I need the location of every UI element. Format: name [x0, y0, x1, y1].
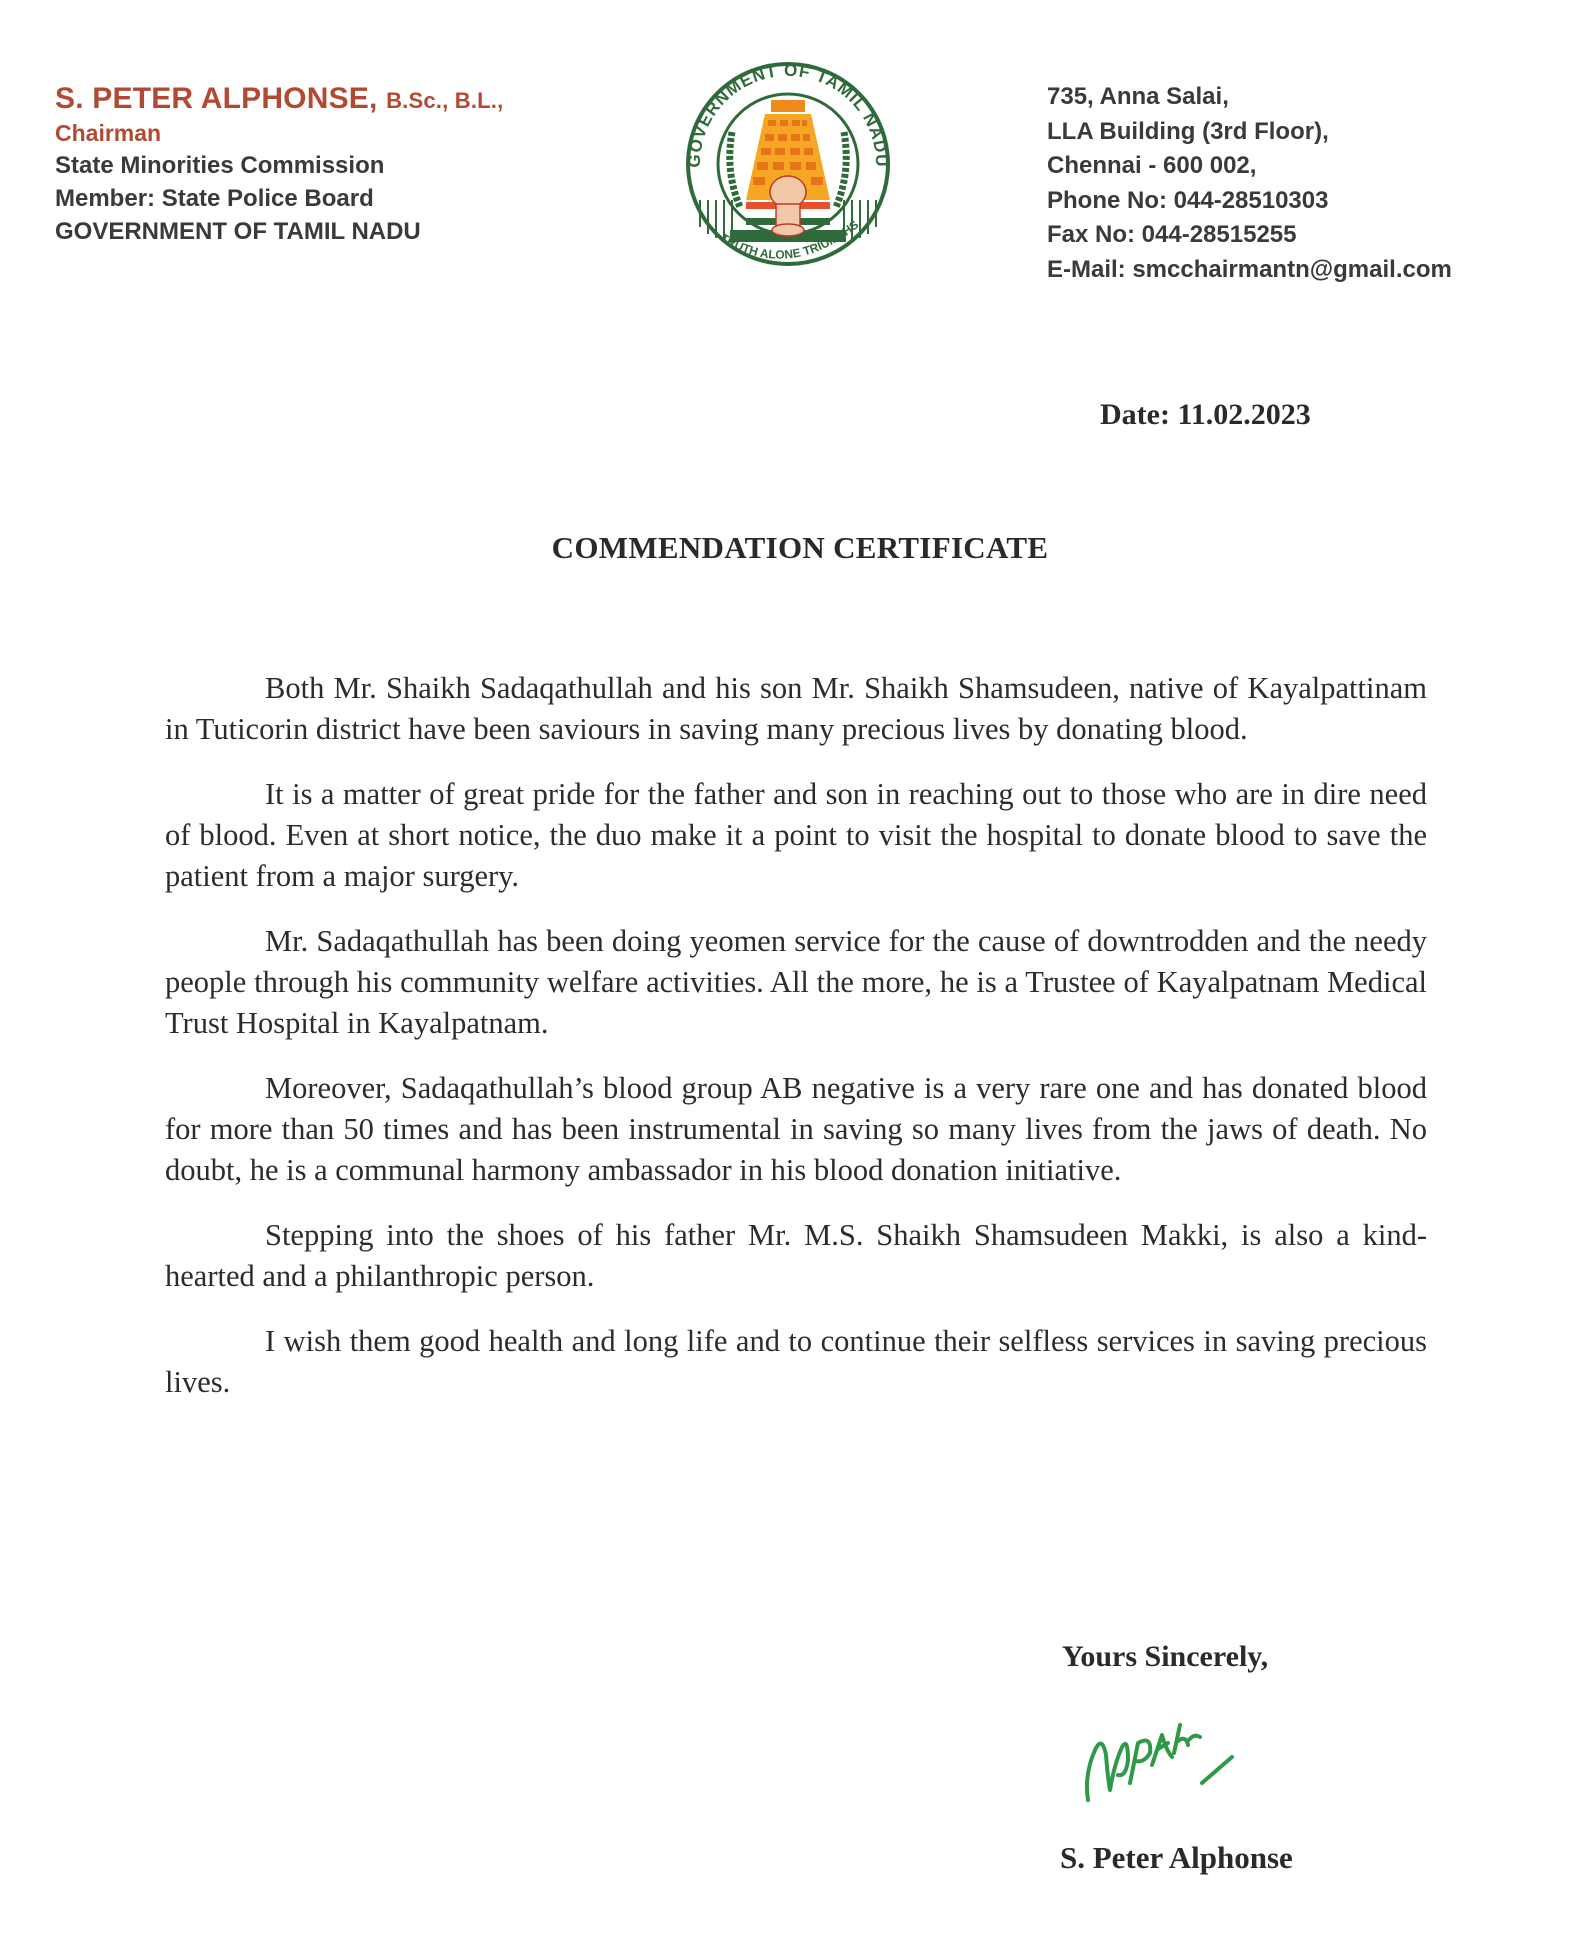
sender-government: GOVERNMENT OF TAMIL NADU — [55, 218, 421, 245]
letterhead-sender — [55, 82, 503, 246]
address-phone: Phone No: 044-28510303 — [1047, 186, 1329, 214]
address-fax: Fax No: 044-28515255 — [1047, 221, 1297, 248]
sender-qualifications: B.Sc., B.L., — [386, 88, 504, 113]
svg-text:TRUTH ALONE TRIUMPHS: TRUTH ALONE TRIUMPHS — [717, 217, 862, 262]
paragraph: Mr. Sadaqathullah has been doing yeomen service for the cause of downtrodden and the needy people through his community welfare activities. All the more, he is a Trustee of Kayalpatnam Medical Trust Hospital in Kayalpatnam. — [165, 924, 1427, 1040]
closing-salutation: Yours Sincerely, — [1062, 1640, 1269, 1673]
sender-name-line — [55, 82, 503, 116]
letterhead-address — [1047, 80, 1452, 287]
address-city: Chennai - 600 002, — [1047, 152, 1257, 179]
paragraph: It is a matter of great pride for the father and son in reaching out to those who are in dire need of blood. Even at short notice, the duo make it a point to visit the hospital to donate blood to save the patient from a major surgery. — [165, 777, 1427, 893]
sender-organization: State Minorities Commission — [55, 152, 385, 179]
letter-date: Date: 11.02.2023 — [1100, 398, 1311, 431]
address-building: LLA Building (3rd Floor), — [1047, 117, 1329, 145]
address-email: E-Mail: smcchairmantn@gmail.com — [1047, 255, 1452, 283]
paragraph: Moreover, Sadaqathullah’s blood group AB negative is a very rare one and has donated blood for more than 50 times and has been instrumental in saving so many lives from the jaws of death. No doubt, he is a communal harmony ambassador in his blood donation initiative. — [165, 1071, 1427, 1187]
tamil-nadu-emblem-icon — [670, 42, 906, 292]
paragraph: I wish them good health and long life and to continue their selfless services in saving precious lives. — [165, 1324, 1427, 1399]
sender-membership: Member: State Police Board — [55, 185, 374, 212]
signer-name: S. Peter Alphonse — [1060, 1840, 1293, 1875]
paragraph: Stepping into the shoes of his father Mr. M.S. Shaikh Shamsudeen Makki, is also a kind-hearted and a philanthropic person. — [165, 1218, 1427, 1293]
handwritten-signature-icon — [1070, 1705, 1250, 1815]
sender-name: S. PETER ALPHONSE, — [55, 82, 378, 115]
certificate-title: COMMENDATION CERTIFICATE — [551, 530, 1049, 565]
paragraph: Both Mr. Shaikh Sadaqathullah and his son Mr. Shaikh Shamsudeen, native of Kayalpattinam in Tuticorin district have been saviours in saving many precious lives by donating blood. — [165, 671, 1427, 746]
address-street: 735, Anna Salai, — [1047, 83, 1229, 110]
svg-text:GOVERNMENT OF TAMIL NADU: GOVERNMENT OF TAMIL NADU — [684, 60, 892, 168]
sender-role: Chairman — [55, 120, 162, 146]
certificate-body — [165, 668, 1427, 1427]
